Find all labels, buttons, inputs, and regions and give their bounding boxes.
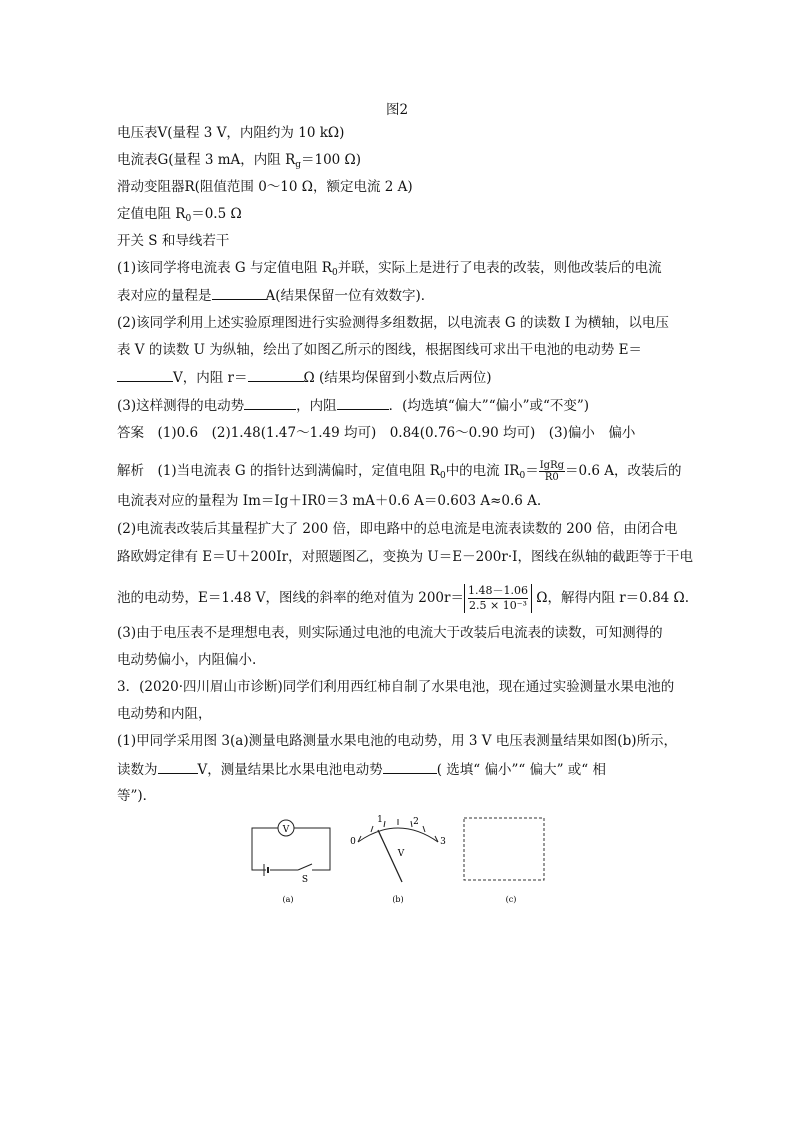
- question-1-line-1: (1)该同学将电流表 G 与定值电阻 $R_0$并联，实际上是进行了电表的改装，则他改装后的电流: [117, 260, 662, 278]
- problem-3-line-5: 等”)．: [117, 788, 157, 804]
- dial-arc: [358, 828, 438, 842]
- question-1-line-2: 表对应的量程是 A(结果保留一位有效数字)．: [117, 288, 435, 304]
- equipment-resistor: 定值电阻 $R_0=0.5$ Ω: [117, 206, 242, 224]
- equipment-rheostat: 滑动变阻器R(阻值范围 0～10 Ω，额定电流 2 A): [117, 179, 413, 195]
- caption-c: (c): [505, 895, 517, 904]
- dial-tick: [384, 821, 385, 827]
- analysis-line-7: 电动势偏小，内阻偏小.: [117, 652, 257, 668]
- absolute-fraction: $\frac{1.48-1.06}{\text{2.5 × 10⁻³}}$: [464, 584, 532, 613]
- answer-blank: [248, 368, 304, 382]
- question-2-line-1: (2)该同学利用上述实验原理图进行实验测得多组数据，以电流表 G 的读数 I 为横轴，以电压: [117, 315, 669, 331]
- problem-3-line-1: 3．(2020·四川眉山市诊断)同学们利用西红柿自制了水果电池，现在通过实验测量水果电池的: [117, 679, 675, 695]
- switch-label: S: [301, 875, 309, 885]
- circuit-figure: [240, 812, 560, 907]
- analysis-line-3: (2)电流表改装后其量程扩大了 200 倍，即电路中的总电流是电流表读数的 200 倍，由闭合电: [117, 521, 678, 537]
- dial-tick: [411, 821, 412, 827]
- problem-3-line-2: 电动势和内阻，: [117, 706, 212, 722]
- answer-blank: [337, 396, 389, 410]
- meter-tick-label: 3: [440, 837, 446, 847]
- problem-3-line-4: 读数为 V，测量结果比水果电池电动势 ( 选填“ 偏小”“ 偏大” 或“ 相: [117, 762, 606, 778]
- answer-line: 答案 (1)0.6 (2)1.48(1.47～1.49 均可) 0.84(0.76～0.90 均可) (3)偏小 偏小: [117, 425, 636, 441]
- caption-a: (a): [282, 895, 294, 904]
- problem-3-line-3: (1)甲同学采用图 3(a)测量电路测量水果电池的电动势，用 3 V 电压表测量结果如图(b)所示，: [117, 733, 677, 749]
- meter-tick-label: 0: [350, 837, 356, 847]
- meter-unit-label: V: [397, 849, 405, 859]
- answer-blank: [212, 286, 266, 300]
- answer-blank: [244, 396, 296, 410]
- answer-blank: [117, 368, 173, 382]
- dial-tick: [423, 826, 425, 832]
- figure-title: 图2: [385, 102, 409, 118]
- equipment-switch: 开关 S 和导线若干: [117, 233, 230, 249]
- fraction: $\frac{\text{IgRg}}{R0}$: [539, 460, 565, 483]
- analysis-line-4: 路欧姆定律有 E＝U＋200Ir，对照题图乙，变换为 U＝E－200r·I，图线在纵轴的截距等于干电: [117, 549, 693, 565]
- voltmeter-letter: V: [282, 825, 290, 835]
- caption-b: (b): [392, 895, 404, 904]
- question-3-line: (3)这样测得的电动势 ，内阻 ．(均选填“偏大”“偏小”或“不变”): [117, 398, 590, 414]
- question-2-line-2: 表 V 的读数 U 为纵轴，绘出了如图乙所示的图线，根据图线可求出干电池的电动势 E＝: [117, 342, 642, 358]
- equipment-voltmeter: 电压表V(量程 3 V，内阻约为 10 kΩ): [117, 125, 345, 141]
- analysis-line-6: (3)由于电压表不是理想电表，则实际通过电池的电流大于改装后电流表的读数，可知测得的: [117, 625, 663, 641]
- dial-tick: [371, 826, 373, 832]
- circuit-diagram-a: [252, 820, 330, 876]
- question-2-line-3: V，内阻 r＝ Ω (结果均保留到小数点后两位): [117, 368, 492, 387]
- meter-tick-label: 2: [413, 817, 419, 827]
- equipment-galvanometer: 电流表G(量程 3 mA，内阻 $R_g=100$ Ω): [117, 152, 362, 170]
- answer-blank: [383, 760, 437, 774]
- analysis-line-5: 池的电动势，E＝1.48 V，图线的斜率的绝对值为 200r＝ $\frac{1.48-1.06}{\text{2.5 × 10⁻³}}$ Ω，解得内阻 r＝0.84 Ω.: [117, 584, 690, 612]
- analysis-line-2: 电流表对应的量程为 Im＝Ig＋IR0＝3 mA＋0.6 A＝0.603 A≈0.6 A.: [117, 493, 542, 509]
- analysis-line-1: 解析 (1)当电流表 G 的指针达到满偏时，定值电阻 $R_0$中的电流 $IR_0=$ $\frac{\text{IgRg}}{R0}$ ＝0.6 A，改装后的: [117, 460, 682, 483]
- answer-blank: [158, 760, 198, 774]
- dashed-answer-box: [464, 818, 544, 880]
- meter-tick-label: 1: [377, 815, 383, 825]
